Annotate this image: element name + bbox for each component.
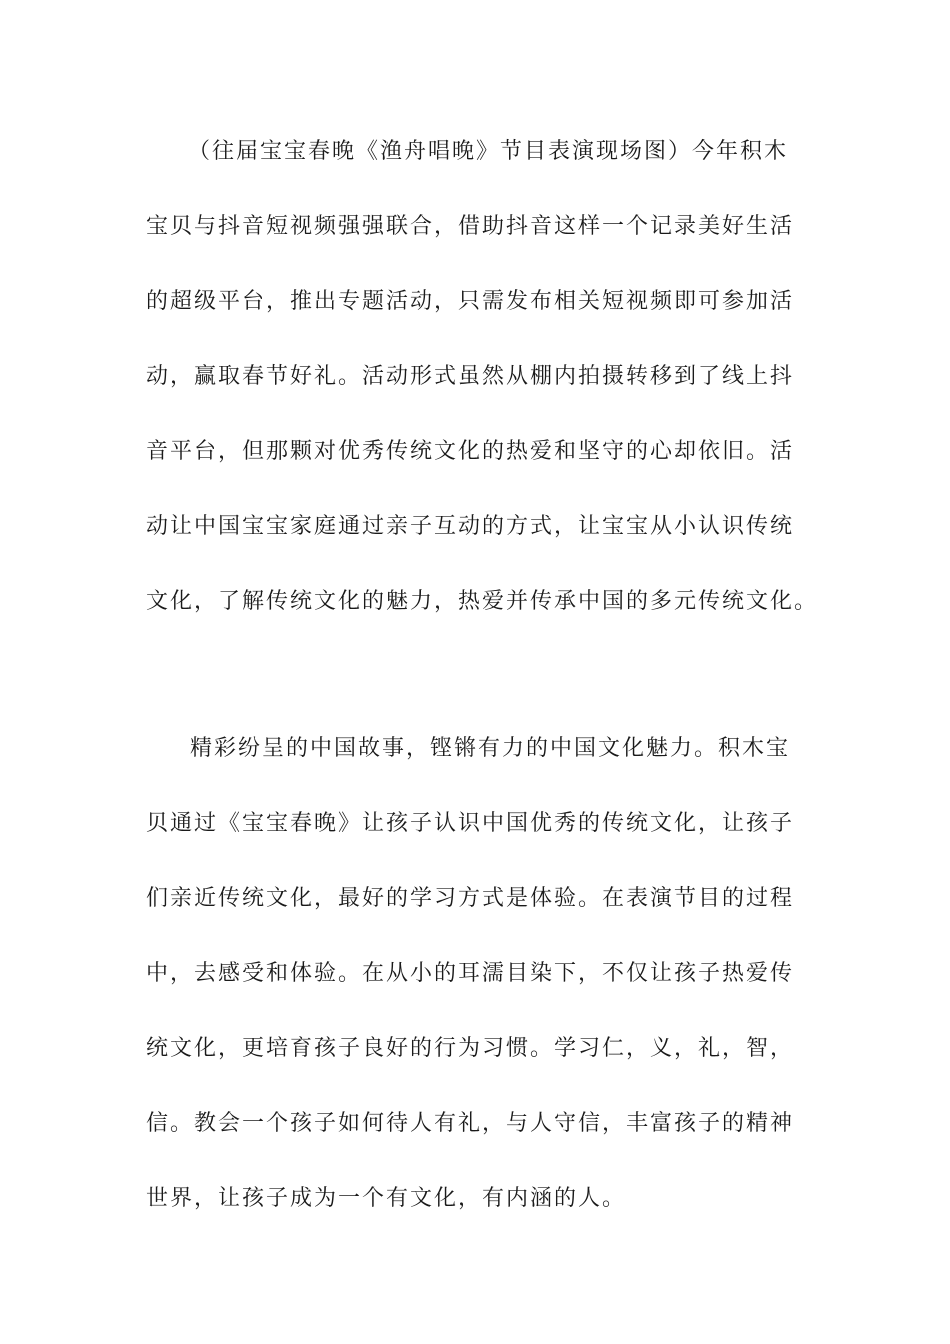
paragraph-line: 贝通过《宝宝春晚》让孩子认识中国优秀的传统文化，让孩子 bbox=[146, 811, 795, 836]
paragraph-line: 精彩纷呈的中国故事，铿锵有力的中国文化魅力。积木宝 bbox=[190, 736, 791, 761]
paragraph-line: 中，去感受和体验。在从小的耳濡目染下，不仅让孩子热爱传 bbox=[146, 961, 795, 986]
paragraph-line: 宝贝与抖音短视频强强联合，借助抖音这样一个记录美好生活 bbox=[146, 214, 795, 239]
paragraph-line: 动，赢取春节好礼。活动形式虽然从棚内拍摄转移到了线上抖 bbox=[146, 364, 795, 389]
paragraph-line: 动让中国宝宝家庭通过亲子互动的方式，让宝宝从小认识传统 bbox=[146, 514, 795, 539]
paragraph-line: 世界，让孩子成为一个有文化，有内涵的人。 bbox=[146, 1186, 627, 1211]
paragraph-line: 音平台，但那颗对优秀传统文化的热爱和坚守的心却依旧。活 bbox=[146, 439, 795, 464]
paragraph-line: （往届宝宝春晚《渔舟唱晚》节目表演现场图）今年积木 bbox=[188, 139, 789, 164]
paragraph-line: 们亲近传统文化，最好的学习方式是体验。在表演节目的过程 bbox=[146, 886, 795, 911]
paragraph-line: 文化，了解传统文化的魅力，热爱并传承中国的多元传统文化。 bbox=[146, 589, 819, 614]
paragraph-line: 信。教会一个孩子如何待人有礼，与人守信，丰富孩子的精神 bbox=[146, 1111, 795, 1136]
paragraph-line: 的超级平台，推出专题活动，只需发布相关短视频即可参加活 bbox=[146, 289, 795, 314]
paragraph-line: 统文化，更培育孩子良好的行为习惯。学习仁，义，礼，智， bbox=[146, 1036, 795, 1061]
